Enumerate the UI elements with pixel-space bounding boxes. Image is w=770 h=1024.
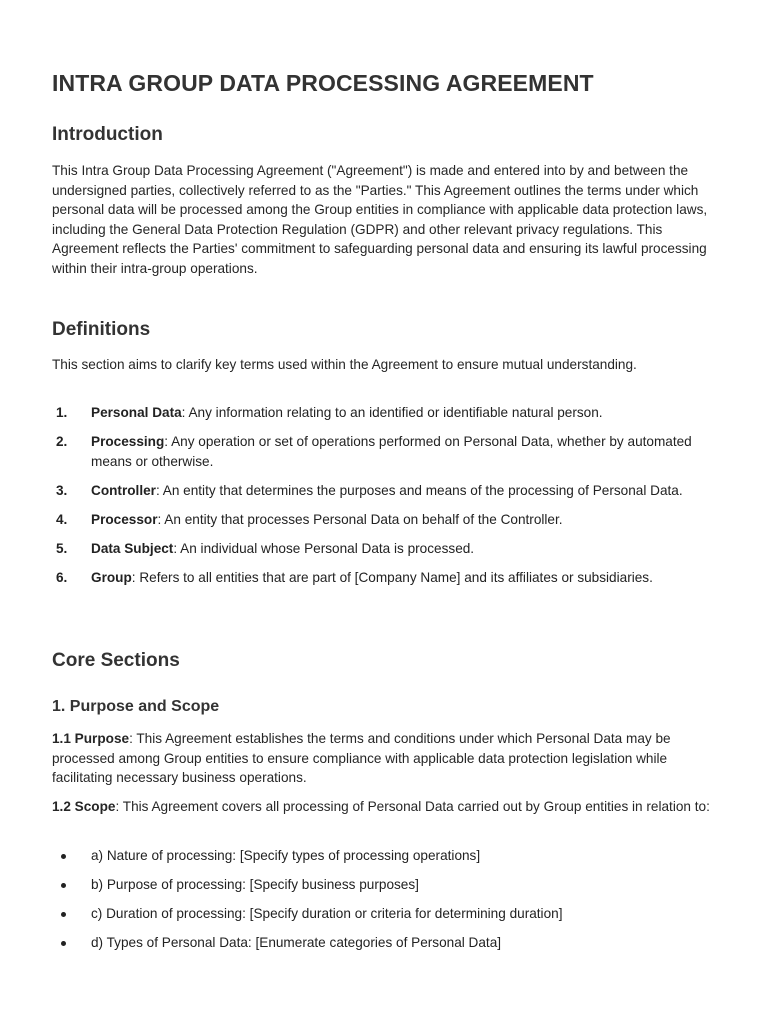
list-number: 5. bbox=[56, 540, 68, 556]
definition-item bbox=[52, 539, 718, 559]
bullet-icon bbox=[61, 883, 66, 888]
definitions-heading: Definitions bbox=[52, 319, 151, 340]
definition-term: Group bbox=[91, 569, 132, 585]
definition-item bbox=[52, 432, 718, 471]
scope-item-text: c) Duration of processing: [Specify duration or criteria for determining duration] bbox=[91, 906, 563, 921]
definitions-list bbox=[52, 403, 718, 597]
list-number: 2. bbox=[56, 434, 68, 449]
definition-term: Processor bbox=[91, 511, 158, 527]
scope-item-text: d) Types of Personal Data: [Enumerate categories of Personal Data] bbox=[91, 935, 502, 950]
definition-desc: : Refers to all entities that are part of [Company Name] and its affiliates or subsidiaries. bbox=[131, 569, 653, 585]
list-number: 4. bbox=[56, 511, 68, 527]
definition-desc: : An individual whose Personal Data is processed. bbox=[173, 540, 475, 556]
scope-label: 1.2 Scope bbox=[52, 799, 116, 814]
scope-item bbox=[52, 875, 718, 895]
scope-item bbox=[52, 846, 718, 866]
purpose-label: 1.1 Purpose bbox=[52, 731, 130, 746]
scope-list bbox=[52, 846, 718, 962]
list-number: 6. bbox=[56, 569, 68, 585]
list-number: 1. bbox=[56, 405, 68, 420]
scope-text: : This Agreement covers all processing of Personal Data carried out by Group entities in relation to: bbox=[115, 799, 710, 814]
scope-item bbox=[52, 933, 718, 953]
definition-term: Processing bbox=[91, 434, 165, 449]
purpose-text: : This Agreement establishes the terms and conditions under which Personal Data may be processed among Group entities to ensure compliance with applicable data protection legislation while facilitating necessary business operations. bbox=[52, 731, 671, 785]
bullet-icon bbox=[61, 912, 66, 917]
bullet-icon bbox=[61, 854, 66, 859]
document-title: INTRA GROUP DATA PROCESSING AGREEMENT bbox=[52, 70, 594, 96]
introduction-paragraph: This Intra Group Data Processing Agreement ("Agreement") is made and entered into by and between the undersigned parties, collectively referred to as the "Parties." This Agreement outlines the terms under which personal data will be processed among the Group entities in compliance with applicable data protection laws, including the General Data Protection Regulation (GDPR) and other relevant privacy regulations. This Agreement reflects the Parties' commitment to safeguarding personal data and ensuring its lawful processing within their intra-group operations. bbox=[52, 163, 708, 276]
introduction-heading: Introduction bbox=[52, 124, 163, 145]
definition-desc: : An entity that processes Personal Data on behalf of the Controller. bbox=[157, 511, 563, 527]
definitions-intro: This section aims to clarify key terms used within the Agreement to ensure mutual understanding. bbox=[52, 357, 637, 372]
bullet-icon bbox=[61, 941, 66, 946]
scope-item bbox=[52, 904, 718, 924]
scope-item-text: b) Purpose of processing: [Specify business purposes] bbox=[91, 877, 419, 892]
scope-paragraph bbox=[52, 797, 718, 817]
scope-item-text: a) Nature of processing: [Specify types of processing operations] bbox=[91, 848, 481, 863]
definition-desc: : An entity that determines the purposes and means of the processing of Personal Data. bbox=[155, 482, 683, 498]
purpose-scope-heading: 1. Purpose and Scope bbox=[52, 698, 220, 715]
list-number: 3. bbox=[56, 482, 68, 498]
definition-term: Data Subject bbox=[91, 540, 174, 556]
definition-item bbox=[52, 568, 718, 588]
definition-term: Controller bbox=[91, 482, 156, 498]
definition-item bbox=[52, 481, 718, 501]
definition-item bbox=[52, 403, 718, 423]
purpose-paragraph bbox=[52, 729, 718, 788]
definition-desc: : Any information relating to an identified or identifiable natural person. bbox=[181, 405, 603, 420]
definition-item bbox=[52, 510, 718, 530]
definition-desc: : Any operation or set of operations performed on Personal Data, whether by automated means or otherwise. bbox=[91, 434, 692, 469]
core-sections-heading: Core Sections bbox=[52, 650, 180, 671]
definition-term: Personal Data bbox=[91, 405, 182, 420]
